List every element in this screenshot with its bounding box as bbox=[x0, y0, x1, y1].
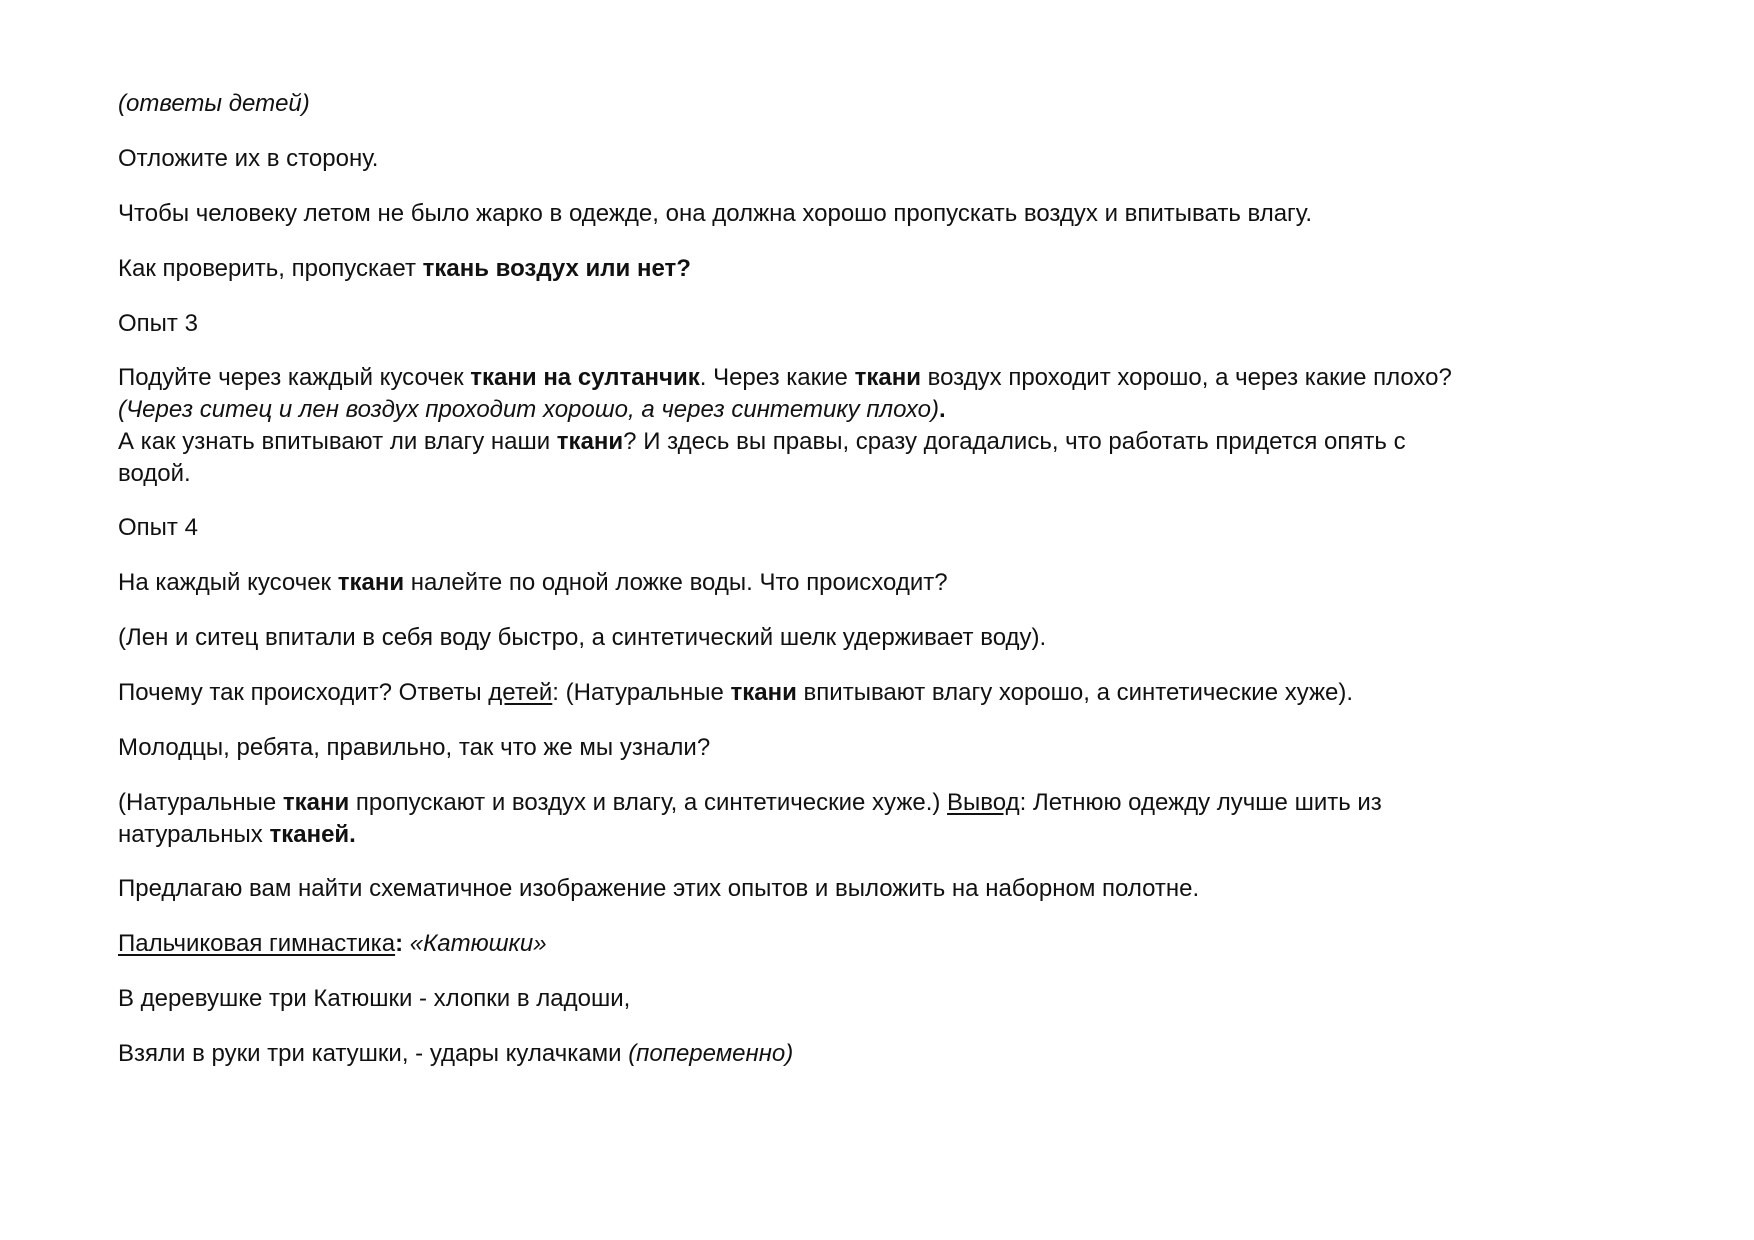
conclusion-line-1: (Натуральные ткани пропускают и воздух и влагу, а синтетические хуже.) Вывод: Летнюю одежду лучше шить из bbox=[118, 789, 1382, 816]
verse-line-1: В деревушке три Катюшки - хлопки в ладоши, bbox=[118, 985, 631, 1012]
well-done-text: Молодцы, ребята, правильно, так что же мы узнали? bbox=[118, 734, 711, 761]
set-aside-text: Отложите их в сторону. bbox=[118, 145, 379, 172]
conclusion-line-2: натуральных тканей. bbox=[118, 821, 356, 848]
experiment-3-line-3: А как узнать впитывают ли влагу наши ткани? И здесь вы правы, сразу догадались, что работать придется опять с bbox=[118, 428, 1406, 455]
offer-text: Предлагаю вам найти схематичное изображение этих опытов и выложить на наборном полотне. bbox=[118, 875, 1200, 902]
result-water-text: (Лен и ситец впитали в себя воду быстро, а синтетический шелк удерживает воду). bbox=[118, 624, 1047, 651]
experiment-4-text: На каждый кусочек ткани налейте по одной ложке воды. Что происходит? bbox=[118, 569, 948, 596]
experiment-4-title: Опыт 4 bbox=[118, 514, 198, 541]
why-text: Почему так происходит? Ответы детей: (Натуральные ткани впитывают влагу хорошо, а синтетические хуже). bbox=[118, 679, 1354, 706]
experiment-3-text bbox=[118, 362, 1638, 490]
verse-line-2: Взяли в руки три катушки, - удары кулачками (попеременно) bbox=[118, 1040, 794, 1067]
experiment-3-title: Опыт 3 bbox=[118, 310, 198, 337]
children-answers: (ответы детей) bbox=[118, 90, 310, 117]
summer-intro-text: Чтобы человеку летом не было жарко в одежде, она должна хорошо пропускать воздух и впитывать влагу. bbox=[118, 200, 1313, 227]
question-air: Как проверить, пропускает ткань воздух или нет? bbox=[118, 255, 691, 282]
experiment-3-line-1: Подуйте через каждый кусочек ткани на султанчик. Через какие ткани воздух проходит хорошо, а через какие плохо? bbox=[118, 364, 1452, 391]
experiment-3-line-2: (Через ситец и лен воздух проходит хорошо, а через синтетику плохо). bbox=[118, 396, 946, 423]
conclusion-text bbox=[118, 787, 1638, 851]
experiment-3-line-4: водой. bbox=[118, 460, 191, 487]
gymnastics-heading: Пальчиковая гимнастика: «Катюшки» bbox=[118, 930, 547, 957]
